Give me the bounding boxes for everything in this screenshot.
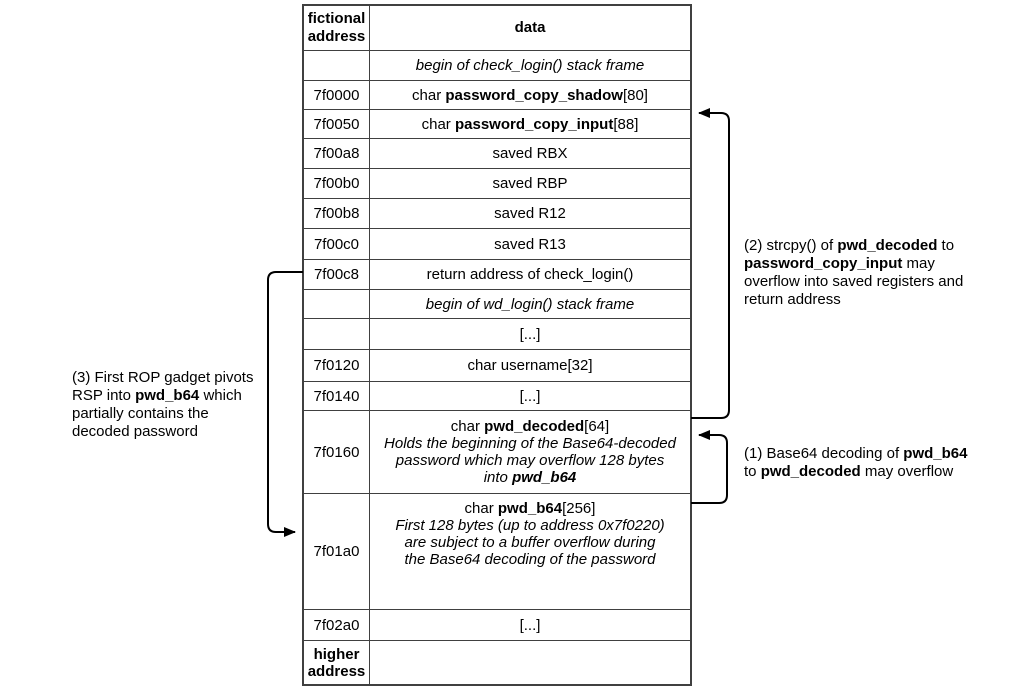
address-cell: 7f00c8: [304, 260, 370, 289]
address-cell: 7f00b0: [304, 169, 370, 198]
address-cell: 7f0000: [304, 81, 370, 109]
data-cell: [...]: [519, 616, 541, 634]
table-row: [304, 109, 690, 138]
table-row: [304, 609, 690, 640]
table-row: [304, 259, 690, 289]
data-cell: [...]: [519, 325, 541, 343]
address-cell: fictional address: [304, 6, 370, 50]
data-cell: saved R13: [494, 235, 566, 253]
table-row: [304, 168, 690, 198]
data-cell: [370, 641, 690, 684]
data-cell: char password_copy_shadow[80]: [412, 86, 648, 104]
arrow-return-addr-to-pwd-b64: [268, 272, 303, 532]
address-cell: 7f0050: [304, 110, 370, 138]
data-cell: saved RBP: [492, 175, 568, 192]
table-row: [304, 349, 690, 381]
address-cell: [304, 319, 370, 349]
table-header-row: [304, 6, 690, 50]
address-cell: 7f00c0: [304, 229, 370, 259]
table-row: [304, 228, 690, 259]
data-cell: saved R12: [494, 205, 566, 222]
table-row: [304, 50, 690, 80]
note-base64-overflow: (1) Base64 decoding of pwd_b64 to pwd_decoded may overflow: [744, 445, 968, 480]
data-cell: char pwd_b64[256] First 128 bytes (up to address 0x7f0220) are subject to a buffer overflow during the Base64 decoding of the password: [395, 500, 665, 568]
data-cell: char username[32]: [467, 357, 593, 374]
data-cell: char pwd_decoded[64] Holds the beginning of the Base64-decoded password which may overflow 128 bytes into pwd_b64: [384, 418, 676, 486]
table-row: [304, 381, 690, 410]
data-cell: [...]: [519, 387, 541, 405]
address-cell: 7f01a0: [304, 494, 370, 609]
address-cell: 7f00b8: [304, 199, 370, 228]
table-row: [304, 640, 690, 684]
data-cell: begin of wd_login() stack frame: [425, 295, 635, 313]
memory-table: [302, 4, 692, 686]
address-cell: 7f0120: [304, 350, 370, 381]
note-rop-gadget-pivot: (3) First ROP gadget pivots RSP into pwd_b64 which partially contains the decoded password: [72, 369, 254, 440]
data-cell: data: [514, 19, 546, 36]
table-row: [304, 80, 690, 109]
table-row: [304, 493, 690, 609]
data-cell: return address of check_login(): [426, 266, 634, 283]
arrow-base64-to-pwd-decoded: [691, 435, 727, 503]
arrow-strcpy-to-copy-input: [691, 113, 729, 418]
table-row: [304, 138, 690, 168]
address-cell: 7f0160: [304, 411, 370, 493]
table-row: [304, 318, 690, 349]
data-cell: char password_copy_input[88]: [421, 115, 639, 133]
address-cell: [304, 51, 370, 80]
address-cell: [304, 290, 370, 318]
address-cell: 7f02a0: [304, 610, 370, 640]
note-strcpy-overflow: (2) strcpy() of pwd_decoded to password_copy_input may overflow into saved registers and return address: [744, 237, 964, 308]
data-cell: saved RBX: [492, 145, 568, 162]
address-cell: higher address: [304, 641, 370, 684]
address-cell: 7f00a8: [304, 139, 370, 168]
table-row: [304, 198, 690, 228]
data-cell: begin of check_login() stack frame: [415, 57, 645, 74]
address-cell: 7f0140: [304, 382, 370, 410]
table-row: [304, 410, 690, 493]
table-row: [304, 289, 690, 318]
